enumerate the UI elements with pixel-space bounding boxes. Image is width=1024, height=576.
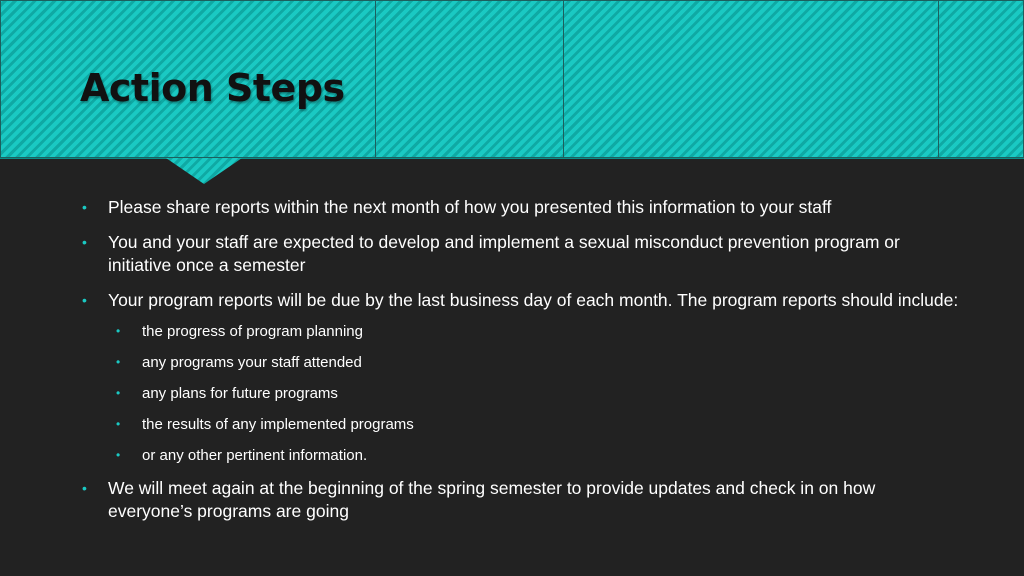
bullet-item (80, 231, 960, 277)
bullet-item (80, 477, 960, 523)
bullet-icon: • (116, 324, 121, 338)
bullet-icon: • (116, 417, 121, 431)
sub-bullet-text: the progress of program planning (142, 323, 363, 340)
bullet-text: Please share reports within the next month of how you presented this information to your staff (108, 197, 832, 217)
slide-title: Action Steps (80, 66, 345, 110)
bullet-icon: • (82, 480, 87, 496)
bullet-icon: • (116, 355, 121, 369)
sub-bullet-text: the results of any implemented programs (142, 416, 414, 433)
sub-bullet-item (108, 446, 960, 465)
sub-bullet-list (108, 322, 960, 465)
bullet-icon: • (82, 234, 87, 250)
bullet-icon: • (116, 386, 121, 400)
bullet-item (80, 196, 960, 219)
bullet-text: We will meet again at the beginning of the spring semester to provide updates and check in on how everyone’s programs are going (108, 478, 876, 521)
sub-bullet-item (108, 384, 960, 403)
bullet-icon: • (82, 292, 87, 308)
bullet-item (80, 289, 960, 465)
bullet-icon: • (116, 448, 121, 462)
sub-bullet-item (108, 353, 960, 372)
bullet-icon: • (82, 199, 87, 215)
bullet-text: Your program reports will be due by the last business day of each month. The program reports should include: (108, 290, 959, 310)
sub-bullet-text: any programs your staff attended (142, 354, 362, 371)
banner-pointer (166, 158, 242, 184)
sub-bullet-item (108, 415, 960, 434)
sub-bullet-item (108, 322, 960, 341)
sub-bullet-text: or any other pertinent information. (142, 447, 368, 464)
sub-bullet-text: any plans for future programs (142, 385, 338, 402)
bullet-list (80, 196, 960, 523)
banner-divider (375, 0, 376, 158)
banner-divider (563, 0, 564, 158)
banner-divider (938, 0, 939, 158)
bullet-text: You and your staff are expected to develop and implement a sexual misconduct prevention program or initiative once a semester (108, 232, 900, 275)
slide-body (80, 196, 960, 523)
